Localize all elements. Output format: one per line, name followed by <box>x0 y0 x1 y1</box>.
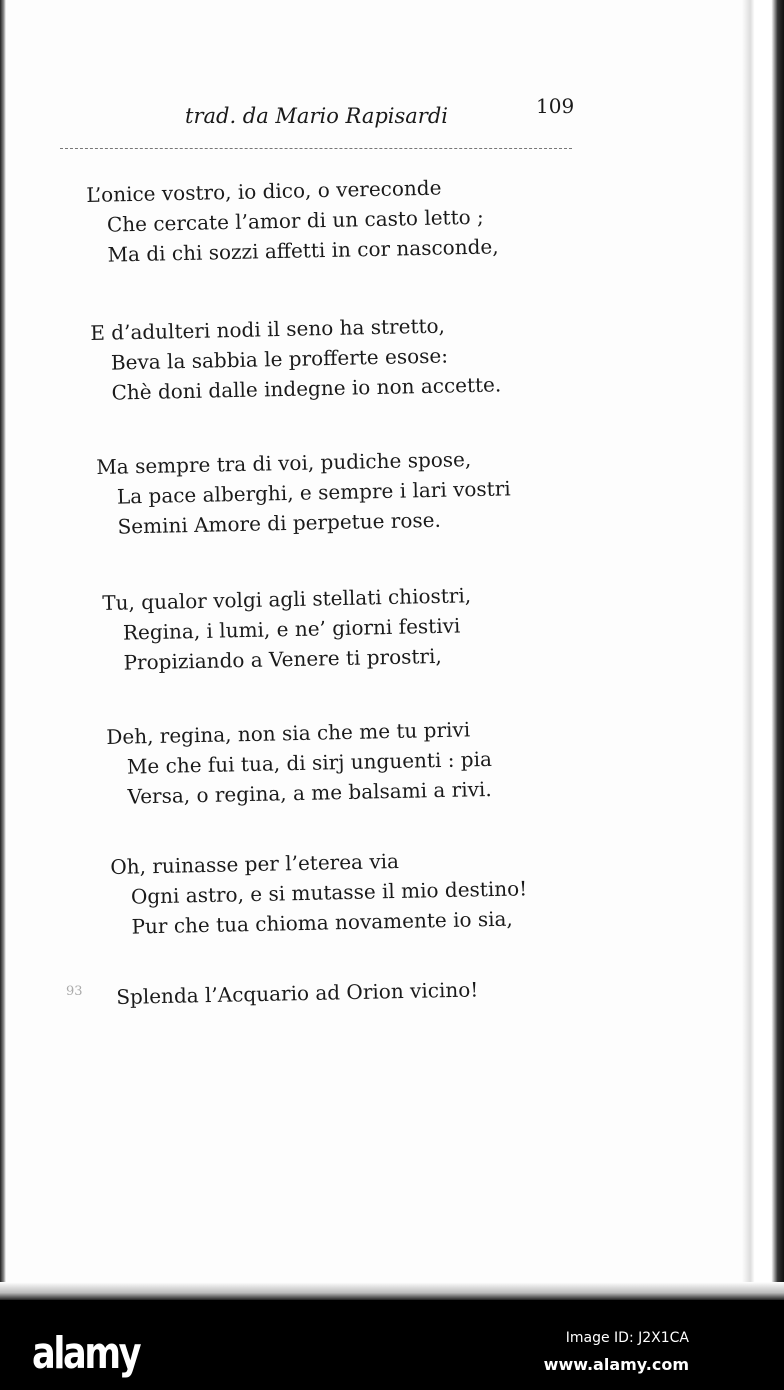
verse-line: Che cercate l’amor di un casto letto ; <box>106 204 484 237</box>
verse-line: La pace alberghi, e sempre i lari vostri <box>116 476 511 509</box>
verse-line: Deh, regina, non sia che me tu privi <box>106 717 471 749</box>
verse-line: Beva la sabbia le profferte esose: <box>110 343 449 375</box>
stanza-4 <box>102 580 473 678</box>
verse-line: Ma sempre tra di voi, pudiche spose, <box>96 447 472 479</box>
line-number: 93 <box>66 984 83 999</box>
verse-line: Regina, i lumi, e ne’ giorni festivi <box>122 613 461 645</box>
site-url: www.alamy.com <box>543 1355 689 1374</box>
stanza-7 <box>116 974 479 1012</box>
stanza-3 <box>96 443 512 542</box>
verse-line: E d’adulteri nodi il seno ha stretto, <box>90 313 446 345</box>
page-number: 109 <box>536 94 575 118</box>
verse-line: Semini Amore di perpetue rose. <box>117 507 442 539</box>
verse-line: Propiziando a Venere ti prostri, <box>123 643 442 675</box>
page-bottom-edge <box>0 1282 784 1300</box>
verse-line: Ogni astro, e si mutasse il mio destino! <box>130 876 528 909</box>
stanza-1 <box>86 171 499 270</box>
verse-line: Ma di chi sozzi affetti in cor nasconde, <box>107 234 499 267</box>
page-right-edge <box>742 0 784 1300</box>
stanza-6 <box>110 843 528 942</box>
image-id: Image ID: J2X1CA <box>565 1330 689 1346</box>
verse-line: Chè doni dalle indegne io non accette. <box>111 372 502 405</box>
watermark-footer <box>0 1300 784 1390</box>
verse-line: Pur che tua chioma novamente io sia, <box>131 906 514 939</box>
running-title: trad. da Mario Rapisardi <box>185 104 448 128</box>
verse-line: Tu, qualor volgi agli stellati chiostri, <box>102 583 472 615</box>
verse-line: Splenda l’Acquario ad Orion vicino! <box>116 977 479 1009</box>
stanza-2 <box>90 309 502 408</box>
verse-line: Me che fui tua, di sirj unguenti : pia <box>126 746 493 779</box>
stanza-5 <box>106 714 493 812</box>
page-left-edge <box>0 0 6 1300</box>
header-rule <box>60 148 572 149</box>
verse-line: Versa, o regina, a me balsami a rivi. <box>127 776 492 809</box>
verse-line: L’onice vostro, io dico, o vereconde <box>86 175 442 207</box>
alamy-logo: alamy <box>32 1328 140 1379</box>
verse-line: Oh, ruinasse per l’eterea via <box>110 848 400 879</box>
